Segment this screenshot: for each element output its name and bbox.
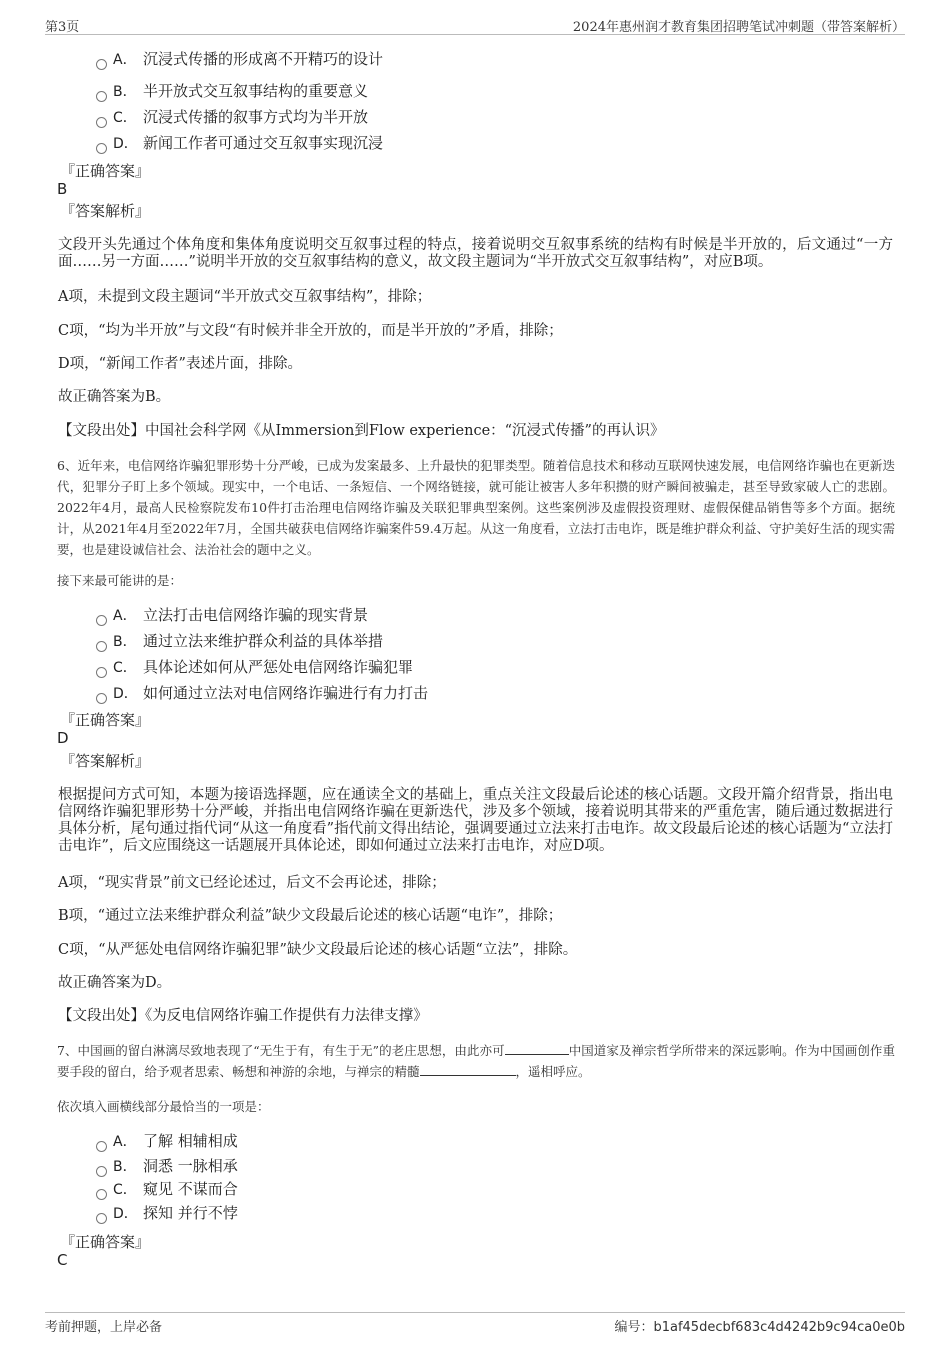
q6-option-b[interactable]: B． 通过立法来维护群众利益的具体举措 bbox=[96, 630, 383, 652]
q5-note-a: A项，未提到文段主题词“半开放式交互叙事结构”，排除； bbox=[58, 289, 432, 305]
q6-analysis: 根据提问方式可知，本题为接语选择题，应在通读全文的基础上，重点关注文段最后论述的核心话题。文段开篇介绍背景，指出电信网络诈骗犯罪形势十分严峻，并指出电信网络诈骗在更新迭代，涉及多个领域，接着说明其带来的严重危害，随后通过数据进行具体分析，尾句通过指代词“从这一角度看”指代前文得出结论，强调要通过立法来打击电诈。故文段最后论述的核心话题为“立法打击电诈”，后文应围绕这一话题展开具体论述，即如何通过立法来打击电诈，对应D项。 bbox=[58, 787, 893, 854]
q5-analysis: 文段开头先通过个体角度和集体角度说明交互叙事过程的特点，接着说明交互叙事系统的结构有时候是半开放的，后文通过“一方面……另一方面……”说明半开放的交互叙事结构的意义，故文段主题词为“半开放式交互叙事结构”，对应B项。 bbox=[58, 237, 893, 270]
q5-analysis-label: 『答案解析』 bbox=[60, 202, 151, 220]
q5-note-d: D项，“新闻工作者”表述片面，排除。 bbox=[58, 356, 302, 372]
q6-analysis-label: 『答案解析』 bbox=[60, 752, 151, 770]
q6-conclusion: 故正确答案为D。 bbox=[58, 975, 172, 991]
document-title: 2024年惠州润才教育集团招聘笔试冲刺题（带答案解析） bbox=[572, 20, 905, 35]
radio-icon[interactable] bbox=[96, 1189, 107, 1200]
radio-icon[interactable] bbox=[96, 117, 107, 128]
q5-option-c[interactable]: C． 沉浸式传播的叙事方式均为半开放 bbox=[96, 106, 368, 128]
fill-blank-1[interactable] bbox=[505, 1042, 569, 1055]
q6-option-d[interactable]: D． 如何通过立法对电信网络诈骗进行有力打击 bbox=[96, 682, 428, 704]
radio-icon[interactable] bbox=[96, 143, 107, 154]
document-code: 编号：b1af45decbf683c4d4242b9c94ca0e0b bbox=[614, 1320, 905, 1335]
q7-answer: C bbox=[57, 1251, 68, 1269]
radio-icon[interactable] bbox=[96, 1141, 107, 1152]
q5-option-b[interactable]: B． 半开放式交互叙事结构的重要意义 bbox=[96, 80, 368, 102]
q6-answer-label: 『正确答案』 bbox=[60, 711, 151, 729]
q7-option-b[interactable]: B． 洞悉 一脉相承 bbox=[96, 1155, 238, 1177]
q5-option-a[interactable]: A． 沉浸式传播的形成离不开精巧的设计 bbox=[96, 48, 383, 70]
q5-source: 【文段出处】中国社会科学网《从Immersion到Flow experience：“沉浸式传播”的再认识》 bbox=[58, 423, 665, 439]
q5-answer: B bbox=[57, 180, 68, 198]
q6-stem: 6、近年来，电信网络诈骗犯罪形势十分严峻，已成为发案最多、上升最快的犯罪类型。随着信息技术和移动互联网快速发展，电信网络诈骗也在更新迭代，犯罪分子盯上多个领域。现实中，一个电话、一条短信、一个网络链接，就可能让被害人多年积攒的财产瞬间被骗走，甚至导致家破人亡的悲剧。2022年4月，最高人民检察院发布10件打击治理电信网络诈骗及关联犯罪典型案例。这些案例涉及虚假投资理财、虚假保健品销售等多个方面。据统计，从2021年4月至2022年7月，全国共破获电信网络诈骗案件59.4万起。从这一角度看，立法打击电诈，既是维护群众利益、守护美好生活的现实需要，也是建设诚信社会、法治社会的题中之义。 bbox=[57, 458, 895, 557]
q6-option-a[interactable]: A． 立法打击电信网络诈骗的现实背景 bbox=[96, 604, 368, 626]
q6-option-c[interactable]: C． 具体论述如何从严惩处电信网络诈骗犯罪 bbox=[96, 656, 413, 678]
q5-answer-label: 『正确答案』 bbox=[60, 162, 151, 180]
q6-note-b: B项，“通过立法来维护群众利益”缺少文段最后论述的核心话题“电诈”，排除； bbox=[58, 908, 563, 924]
q6-prompt: 接下来最可能讲的是： bbox=[57, 573, 183, 588]
page-header bbox=[45, 14, 905, 35]
q7-stem: 7、中国画的留白淋漓尽致地表现了“无生于有，有生于无”的老庄思想，由此亦可 中国道家及禅宗哲学所带来的深远影响。作为中国画创作重要手段的留白，给予观者思索、畅想和神游的余地，与禅宗的精髓 ，遥相呼应。 bbox=[57, 1043, 895, 1079]
radio-icon[interactable] bbox=[96, 91, 107, 102]
q5-note-c: C项，“均为半开放”与文段“有时候并非全开放的，而是半开放的”矛盾，排除； bbox=[58, 323, 563, 339]
q5-conclusion: 故正确答案为B。 bbox=[58, 389, 171, 405]
radio-icon[interactable] bbox=[96, 667, 107, 678]
q6-note-a: A项，“现实背景”前文已经论述过，后文不会再论述，排除； bbox=[58, 875, 446, 891]
q6-answer: D bbox=[57, 729, 69, 747]
q6-note-c: C项，“从严惩处电信网络诈骗犯罪”缺少文段最后论述的核心话题“立法”，排除。 bbox=[58, 942, 578, 958]
q7-answer-label: 『正确答案』 bbox=[60, 1233, 151, 1251]
q7-option-c[interactable]: C． 窥见 不谋而合 bbox=[96, 1178, 238, 1200]
page-footer bbox=[45, 1312, 905, 1339]
radio-icon[interactable] bbox=[96, 693, 107, 704]
radio-icon[interactable] bbox=[96, 641, 107, 652]
q6-source: 【文段出处】《为反电信网络诈骗工作提供有力法律支撑》 bbox=[58, 1008, 428, 1024]
q7-prompt: 依次填入画横线部分最恰当的一项是： bbox=[57, 1099, 270, 1114]
radio-icon[interactable] bbox=[96, 59, 107, 70]
radio-icon[interactable] bbox=[96, 1166, 107, 1177]
footer-slogan: 考前押题，上岸必备 bbox=[45, 1320, 163, 1335]
page-number: 第3页 bbox=[45, 20, 80, 35]
q5-option-d[interactable]: D． 新闻工作者可通过交互叙事实现沉浸 bbox=[96, 132, 383, 154]
q7-option-d[interactable]: D． 探知 并行不悖 bbox=[96, 1202, 238, 1224]
q7-option-a[interactable]: A． 了解 相辅相成 bbox=[96, 1130, 238, 1152]
fill-blank-2[interactable] bbox=[420, 1063, 516, 1076]
radio-icon[interactable] bbox=[96, 1213, 107, 1224]
radio-icon[interactable] bbox=[96, 615, 107, 626]
